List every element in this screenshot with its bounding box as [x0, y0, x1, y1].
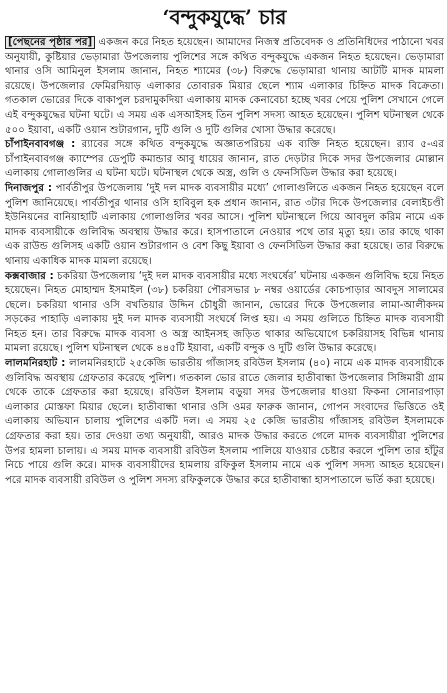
continued-from-back-page-label: [পেছনের পৃষ্ঠার পর]: [5, 36, 95, 49]
dateline: লালমনিরহাট :: [5, 358, 66, 370]
section-coxsbazar: [5, 270, 444, 358]
section-body: চকরিয়া উপজেলায় ‘দুই দল মাদক ব্যবসায়ীর মধ্যে সংঘর্ষের’ ঘটনায় একজন গুলিবিদ্ধ হয়ে নিহত হয়েছেন। নিহত মোহাম্মদ ইসমাইল (৩৮) চকরিয়া পৌরসভার ৮ নম্বর ওয়ার্ডের কোচপাড়ার আবদুস সালামের ছেলে। চকরিয়া থানার ওসি বখতিয়ার উদ্দিন চৌধুরী জানান, ভোরের দিকে উপজেলার লামা-আলীকদম সড়কের পাহাড়ি এলাকায় দুই দল মাদক ব্যবসায়ী সংঘর্ষে লিপ্ত হয়। এ সময় গুলিতে চিহ্নিত মাদক ব্যবসায়ী নিহত হন। তার বিরুদ্ধে মাদক ব্যবসা ও অস্ত্র আইনসহ জড়িত থাকার অভিযোগে চকরিয়াসহ বিভিন্ন থানায় মামলা রয়েছে। পুলিশ ঘটনাস্থল থেকে ৪৪৫টি ইয়াবা, একটি বন্দুক ও দুটি গুলি উদ্ধার করেছে।: [5, 270, 445, 355]
headline: ‘বন্দুকযুদ্ধে’ চার: [162, 5, 287, 29]
section-body: র‍্যাবের সঙ্গে কথিত বন্দুকযুদ্ধে অজ্ঞাতপরিচয় এক ব্যক্তি নিহত হয়েছেন। র‍্যাব ৫-এর চাঁপাইনবাবগঞ্জ ক্যাম্পের ডেপুটি কমান্ডার আবু ধায়ের জানান, রাত দেড়টার দিকে সদর উপজেলার মোল্লান এলাকায় গোলাগুলির এ ঘটনা ঘটে। ঘটনাস্থল থেকে অস্ত্র, গুলি ও ফেনসিডিল উদ্ধার করা হয়েছে।: [5, 139, 445, 180]
dateline: চাঁপাইনবাবগঞ্জ :: [5, 139, 76, 151]
section-body: লালমনিরহাটে ২৫কেজি ভারতীয় গাঁজাসহ রবিউল ইসলাম (৪০) নামে এক মাদক ব্যবসায়ীকে গুলিবিদ্ধ অবস্থায় গ্রেফতার করেছে পুলিশ। গতকাল ভোর রাতে জেলার হাতীবান্ধা উপজেলার সিঙ্গিমারী গ্রাম থেকে তাকে গ্রেফতার করা হয়েছে। রবিউল ইসলাম বড়ুয়া সদর উপজেলার ধাওয়া ফিকনা সোনারপাড়া এলাকার মোস্তফা মিয়ার ছেলে। হাতীবান্ধা থানার ওসি ওমর ফারুক জানান, গোপন সংবাদের ভিত্তিতে ওই এলাকায় অভিযান চালায় পুলিশের একটি দল। এ সময় ২৫ কেজি ভারতীয় গাঁজাসহ রবিউল ইসলামকে গ্রেফতার করা হয়। তার দেওয়া তথ্য অনুযায়ী, আরও মাদক উদ্ধার করতে গেলে মাদক ব্যবসায়ীরা পুলিশের উপর হামলা চালায়। এ সময় মাদক ব্যবসায়ী রবিউল ইসলাম পালিয়ে যাওয়ার চেষ্টার করলে পুলিশ তার হাঁটুর নিচে পায়ে গুলি করে। মাদক ব্যবসায়ীদের হামলায় রফিকুল ইসলাম নামে এক পুলিশ সদস্য আহত হয়েছেন। পরে মাদক ব্যবসায়ী রবিউল ও পুলিশ সদস্য রফিকুলকে উদ্ধার করে হাতীবান্ধা হাসপাতালে ভর্তি করা হয়েছে।: [5, 358, 444, 486]
dateline: কক্সবাজার :: [5, 270, 54, 282]
section-continued: [5, 36, 444, 138]
section-lalmonirhat: [5, 357, 444, 488]
section-chapainawabganj: [5, 138, 444, 182]
section-body: পার্বতীপুর উপজেলায় ‘দুই দল মাদক ব্যবসায়ীর মধ্যে’ গোলাগুলিতে একজন নিহত হয়েছেন বলে পুলিশ জানিয়েছে। পার্বতীপুর থানার ওসি হাবিবুল হক প্রধান জানান, রাত ৩টার দিকে উপজেলার বেলাইচণ্ডী ইউনিয়নের বানিয়াহাটি এলাকায় গোলাগুলির খবর আসে। পুলিশ ঘটনাস্থলে গিয়ে আবদুল করিম নামে এক মাদক ব্যবসায়ীকে গুলিবিদ্ধ অবস্থায় উদ্ধার করে। হাসপাতালে নেওয়ার পথে তার মৃত্যু হয়। তার কাছে থাকা এক রাউন্ড গুলিসহ একটি ওয়ান শুটারগান ও বেশ কিছু ইয়াবা ও ফেনসিডিল উদ্ধার করা হয়েছে। তার বিরুদ্ধে থানায় একাধিক মাদক মামলা রয়েছে।: [5, 182, 444, 267]
section-dinajpur: [5, 182, 444, 270]
section-body: একজন করে নিহত হয়েছেন। আমাদের নিজস্ব প্রতিবেদক ও প্রতিনিধিদের পাঠানো খবর অনুযায়ী, কুষ্টিয়ার ভেড়ামারা উপজেলায় পুলিশের সঙ্গে কথিত বন্দুকযুদ্ধে একজন নিহত হয়েছেন। ভেড়ামারা থানার ওসি আমিনুল ইসলাম জানান, নিহত শ্যামের (৩৮) বিরুদ্ধে ভেড়ামারা থানায় আটটি মাদক মামলা রয়েছে। উপজেলার ফেমিরদিয়াড় এলাকার তোবারক মিয়ার ছেলে শ্যাম এলাকার চিহ্নিত মাদক বিক্রেতা। গতকাল ভোরের দিকে বাকাপুল চরদামুকদিয়া এলাকায় মাদক কেনাবেচা হচ্ছে খবর পেয়ে পুলিশ সেখানে গেলে এই বন্দুকযুদ্ধের ঘটনা ঘটে। এ সময় এক এসআইসহ তিন পুলিশ সদস্য আহত হয়েছেন। পুলিশ ঘটনাস্থল থেকে ৫০০ ইয়াবা, একটি ওয়ান শুটারগান, দুটি গুলি ও দুটি গুলির খোসা উদ্ধার করেছে।: [5, 37, 444, 136]
dateline: দিনাজপুর :: [5, 182, 52, 194]
